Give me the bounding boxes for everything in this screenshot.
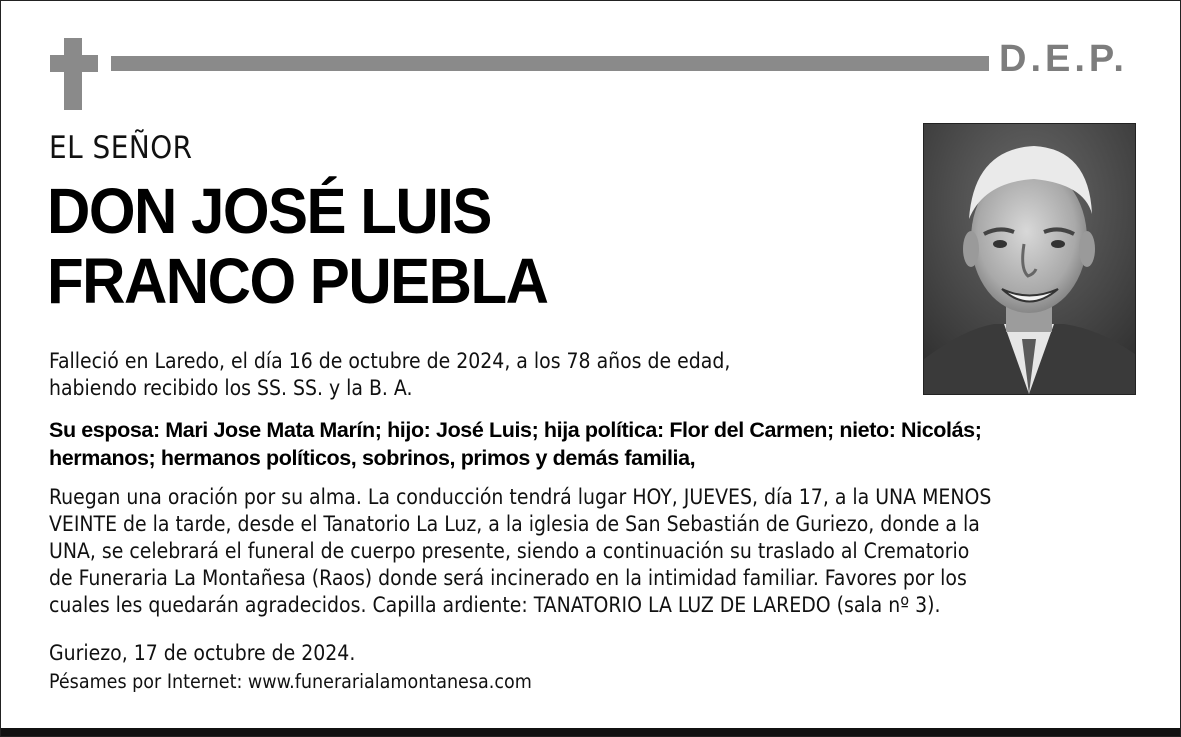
dep-label: D.E.P. (999, 38, 1128, 80)
portrait-illustration (924, 124, 1135, 394)
funeral-details (49, 484, 1149, 619)
death-notice-line-1: Falleció en Laredo, el día 16 de octubre de 2024, a los 78 años de edad, (49, 349, 731, 373)
condolences-link[interactable]: Pésames por Internet: www.funerarialamontanesa.com (49, 670, 532, 693)
bottom-rule (1, 728, 1180, 736)
family-line-1: Su esposa: Mari Jose Mata Marín; hijo: José Luis; hija política: Flor del Carmen; nieto: Nicolás; (49, 418, 982, 442)
funeral-details-line: VEINTE de la tarde, desde el Tanatorio La Luz, a la iglesia de San Sebastián de Guriezo, donde a la (49, 512, 980, 536)
death-notice-line-2: habiendo recibido los SS. SS. y la B. A. (49, 376, 413, 400)
cross-horizontal-bar (50, 55, 98, 72)
funeral-details-line: cuales les quedarán agradecidos. Capilla ardiente: TANATORIO LA LUZ DE LAREDO (sala nº 3). (49, 593, 941, 617)
place-and-date: Guriezo, 17 de octubre de 2024. (49, 641, 356, 665)
deceased-title: EL SEÑOR (49, 130, 193, 166)
deceased-name-line-1: DON JOSÉ LUIS (47, 175, 491, 247)
portrait-photo (923, 123, 1136, 395)
family-line-2: hermanos; hermanos políticos, sobrinos, primos y demás familia, (49, 446, 696, 470)
deceased-name (47, 177, 907, 317)
funeral-details-line: UNA, se celebrará el funeral de cuerpo presente, siendo a continuación su traslado al Crematorio (49, 539, 970, 563)
funeral-details-line: Ruegan una oración por su alma. La conducción tendrá lugar HOY, JUEVES, día 17, a la UNA MENOS (49, 485, 992, 509)
header-rule (111, 56, 989, 71)
funeral-details-line: de Funeraria La Montañesa (Raos) donde será incinerado en la intimidad familiar. Favores por los (49, 566, 967, 590)
deceased-name-line-2: FRANCO PUEBLA (47, 245, 548, 317)
cross-vertical-bar (64, 38, 82, 110)
death-notice (49, 348, 909, 402)
family-list (49, 416, 1149, 472)
